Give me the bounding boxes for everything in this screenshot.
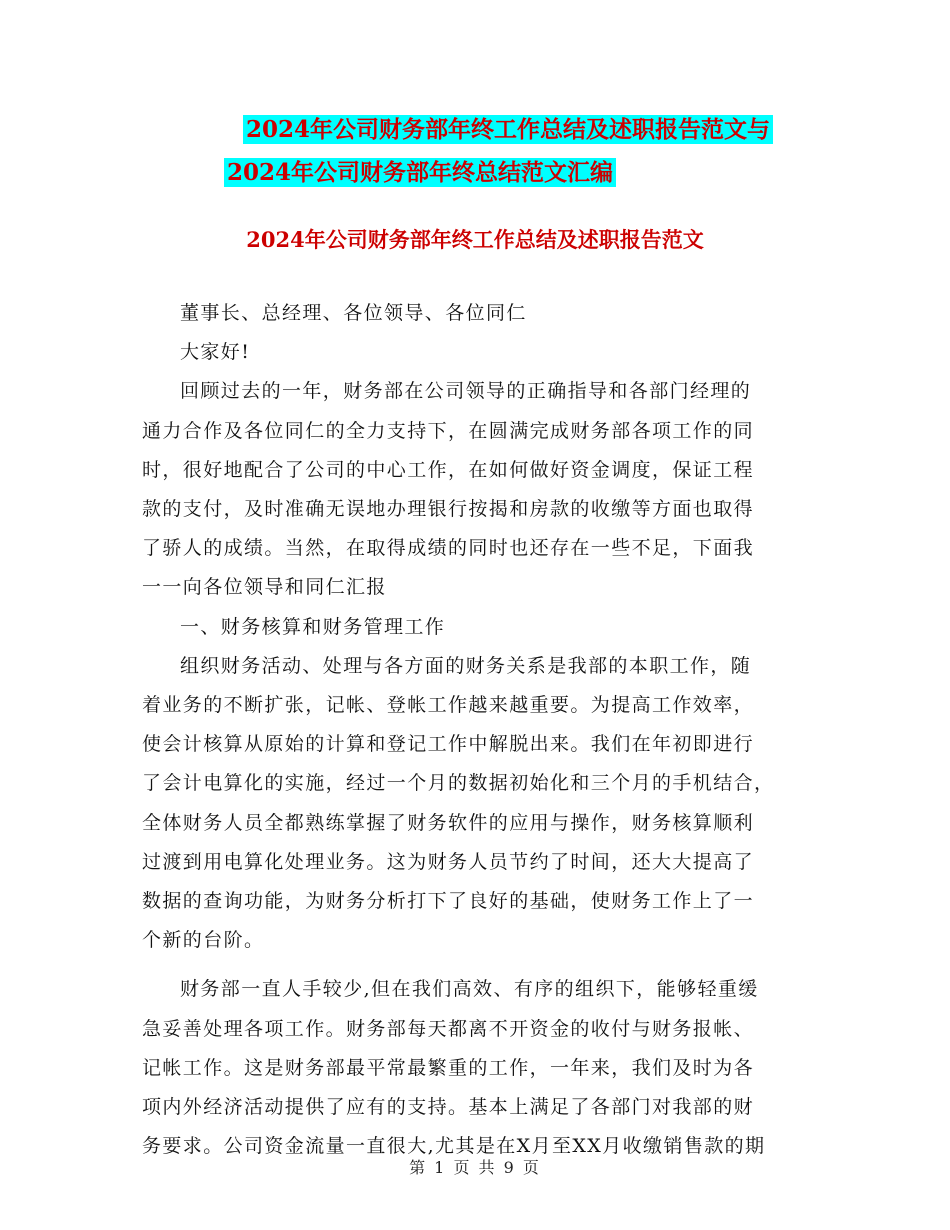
body-line: 个新的台阶。 [142, 929, 265, 952]
section-title: 2024年公司财务部年终工作总结及述职报告范文 [246, 227, 704, 252]
document-title-line1: 2024年公司财务部年终工作总结及述职报告范文与 [33, 115, 950, 145]
body-line: 了会计电算化的实施，经过一个月的数据初始化和三个月的手机结合， [142, 772, 775, 795]
body-line: 大家好! [180, 341, 251, 364]
body-line: 一、财务核算和财务管理工作 [180, 615, 446, 638]
document-title-line2: 2024年公司财务部年终总结范文汇编 [0, 158, 895, 188]
document-body [142, 294, 802, 1166]
body-line: 款的支付，及时准确无误地办理银行按揭和房款的收缴等方面也取得 [142, 498, 755, 521]
body-line: 务要求。公司资金流量一直很大,尤其是在X月至XX月收缴销售款的期 [142, 1135, 766, 1158]
body-line: 记帐工作。这是财务部最平常最繁重的工作，一年来，我们及时为各 [142, 1056, 755, 1079]
body-line: 时，很好地配合了公司的中心工作，在如何做好资金调度，保证工程 [142, 458, 755, 481]
body-line: 数据的查询功能，为财务分析打下了良好的基础，使财务工作上了一 [142, 890, 755, 913]
body-line: 财务部一直人手较少,但在我们高效、有序的组织下，能够轻重缓 [180, 978, 759, 1001]
body-line: 董事长、总经理、各位领导、各位同仁 [180, 302, 527, 324]
body-line: 急妥善处理各项工作。财务部每天都离不开资金的收付与财务报帐、 [142, 1017, 755, 1040]
body-line: 过渡到用电算化处理业务。这为财务人员节约了时间，还大大提高了 [142, 850, 755, 873]
paragraph-gap [142, 960, 802, 970]
body-line: 通力合作及各位同仁的全力支持下，在圆满完成财务部各项工作的同 [142, 419, 755, 442]
body-line: 使会计核算从原始的计算和登记工作中解脱出来。我们在年初即进行 [142, 733, 755, 756]
body-line: 全体财务人员全都熟练掌握了财务软件的应用与操作，财务核算顺利 [142, 811, 755, 834]
body-line: 着业务的不断扩张，记帐、登帐工作越来越重要。为提高工作效率， [142, 694, 755, 717]
body-line: 回顾过去的一年，财务部在公司领导的正确指导和各部门经理的 [180, 380, 752, 403]
body-line: 了骄人的成绩。当然，在取得成绩的同时也还存在一些不足，下面我 [142, 537, 755, 560]
body-line: 组织财务活动、处理与各方面的财务关系是我部的本职工作，随 [180, 654, 752, 677]
body-line: 一一向各位领导和同仁汇报 [142, 576, 387, 599]
page-number-footer: 第 1 页 共 9 页 [409, 1158, 541, 1177]
body-line: 项内外经济活动提供了应有的支持。基本上满足了各部门对我部的财 [142, 1096, 755, 1119]
